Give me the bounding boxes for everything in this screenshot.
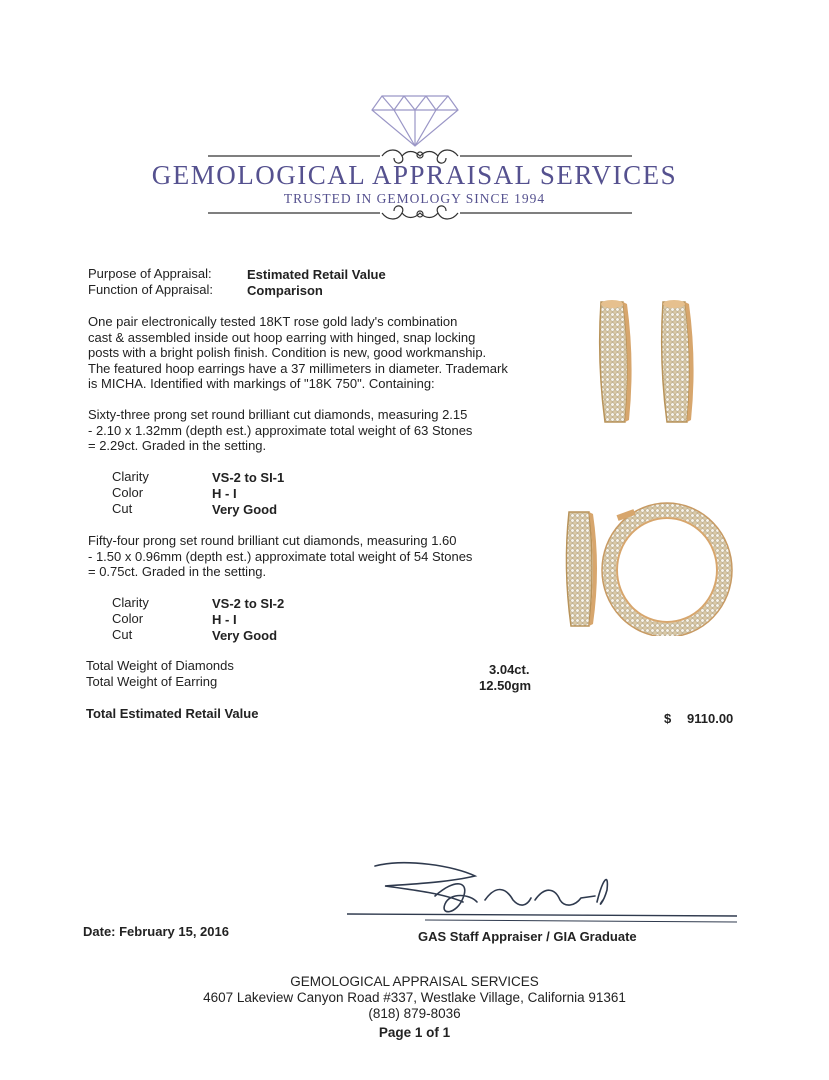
stones1-color-label: Color bbox=[112, 485, 144, 500]
earrings-front-view-image bbox=[555, 498, 735, 636]
stones2-cut-label: Cut bbox=[112, 627, 133, 642]
purpose-label: Purpose of Appraisal: bbox=[88, 266, 212, 281]
total-diamonds-label: Total Weight of Diamonds bbox=[86, 658, 234, 673]
stones2-clarity-label: Clarity bbox=[112, 595, 149, 610]
purpose-value: Estimated Retail Value bbox=[247, 267, 386, 282]
company-logo-title: GEMOLOGICAL APPRAISAL SERVICES bbox=[151, 160, 678, 190]
stones2-color-label: Color bbox=[112, 611, 144, 626]
description-line: The featured hoop earrings have a 37 millimeters in diameter. Trademark bbox=[88, 360, 508, 376]
stones1-line: - 2.10 x 1.32mm (depth est.) approximate total weight of 63 Stones bbox=[88, 422, 473, 438]
appraisal-date: Date: February 15, 2016 bbox=[83, 924, 229, 939]
retail-currency: $ bbox=[664, 711, 672, 726]
description-line: One pair electronically tested 18KT rose gold lady's combination bbox=[88, 314, 458, 329]
stones1-line: = 2.29ct. Graded in the setting. bbox=[88, 438, 267, 454]
function-value: Comparison bbox=[247, 283, 323, 298]
stones2-description bbox=[88, 533, 538, 580]
footer-phone: (818) 879-8036 bbox=[368, 1006, 461, 1021]
description-line: posts with a bright polish finish. Condition is new, good workmanship. bbox=[88, 345, 487, 361]
item-description bbox=[88, 314, 538, 392]
stones1-cut-label: Cut bbox=[112, 501, 133, 516]
stones1-color-value: H - I bbox=[212, 486, 237, 501]
stones2-line: - 1.50 x 0.96mm (depth est.) approximate total weight of 54 Stones bbox=[88, 548, 473, 564]
company-tagline: TRUSTED IN GEMOLOGY SINCE 1994 bbox=[283, 191, 546, 206]
stones2-clarity-value: VS-2 to SI-2 bbox=[212, 596, 285, 611]
stones1-cut-value: Very Good bbox=[212, 502, 278, 517]
stones1-line: Sixty-three prong set round brilliant cut diamonds, measuring 2.15 bbox=[88, 407, 468, 422]
stones2-color-value: H - I bbox=[212, 612, 237, 627]
total-earring-value: 12.50gm bbox=[479, 678, 532, 693]
stones2-cut-value: Very Good bbox=[212, 628, 278, 643]
total-earring-label: Total Weight of Earring bbox=[86, 674, 218, 689]
description-line: cast & assembled inside out hoop earring with hinged, snap locking bbox=[88, 329, 476, 345]
earrings-side-view-image bbox=[575, 292, 735, 430]
page-number: Page 1 of 1 bbox=[378, 1025, 451, 1040]
footer-address: 4607 Lakeview Canyon Road #337, Westlake Village, California 91361 bbox=[203, 990, 626, 1005]
stones2-line: = 0.75ct. Graded in the setting. bbox=[88, 564, 267, 580]
description-line: is MICHA. Identified with markings of "18K 750". Containing: bbox=[88, 376, 435, 392]
total-diamonds-value: 3.04ct. bbox=[489, 662, 530, 677]
function-label: Function of Appraisal: bbox=[88, 282, 214, 297]
diamond-logo-icon bbox=[370, 88, 460, 148]
total-retail-value: 9110.00 bbox=[687, 711, 734, 726]
appraiser-signature bbox=[345, 856, 740, 936]
total-retail-label: Total Estimated Retail Value bbox=[86, 706, 259, 721]
stones2-line: Fifty-four prong set round brilliant cut diamonds, measuring 1.60 bbox=[88, 533, 457, 548]
appraiser-title: GAS Staff Appraiser / GIA Graduate bbox=[418, 929, 637, 944]
stones1-description bbox=[88, 407, 538, 454]
footer-company: GEMOLOGICAL APPRAISAL SERVICES bbox=[290, 974, 539, 989]
stones1-clarity-label: Clarity bbox=[112, 469, 149, 484]
stones1-clarity-value: VS-2 to SI-1 bbox=[212, 470, 285, 485]
